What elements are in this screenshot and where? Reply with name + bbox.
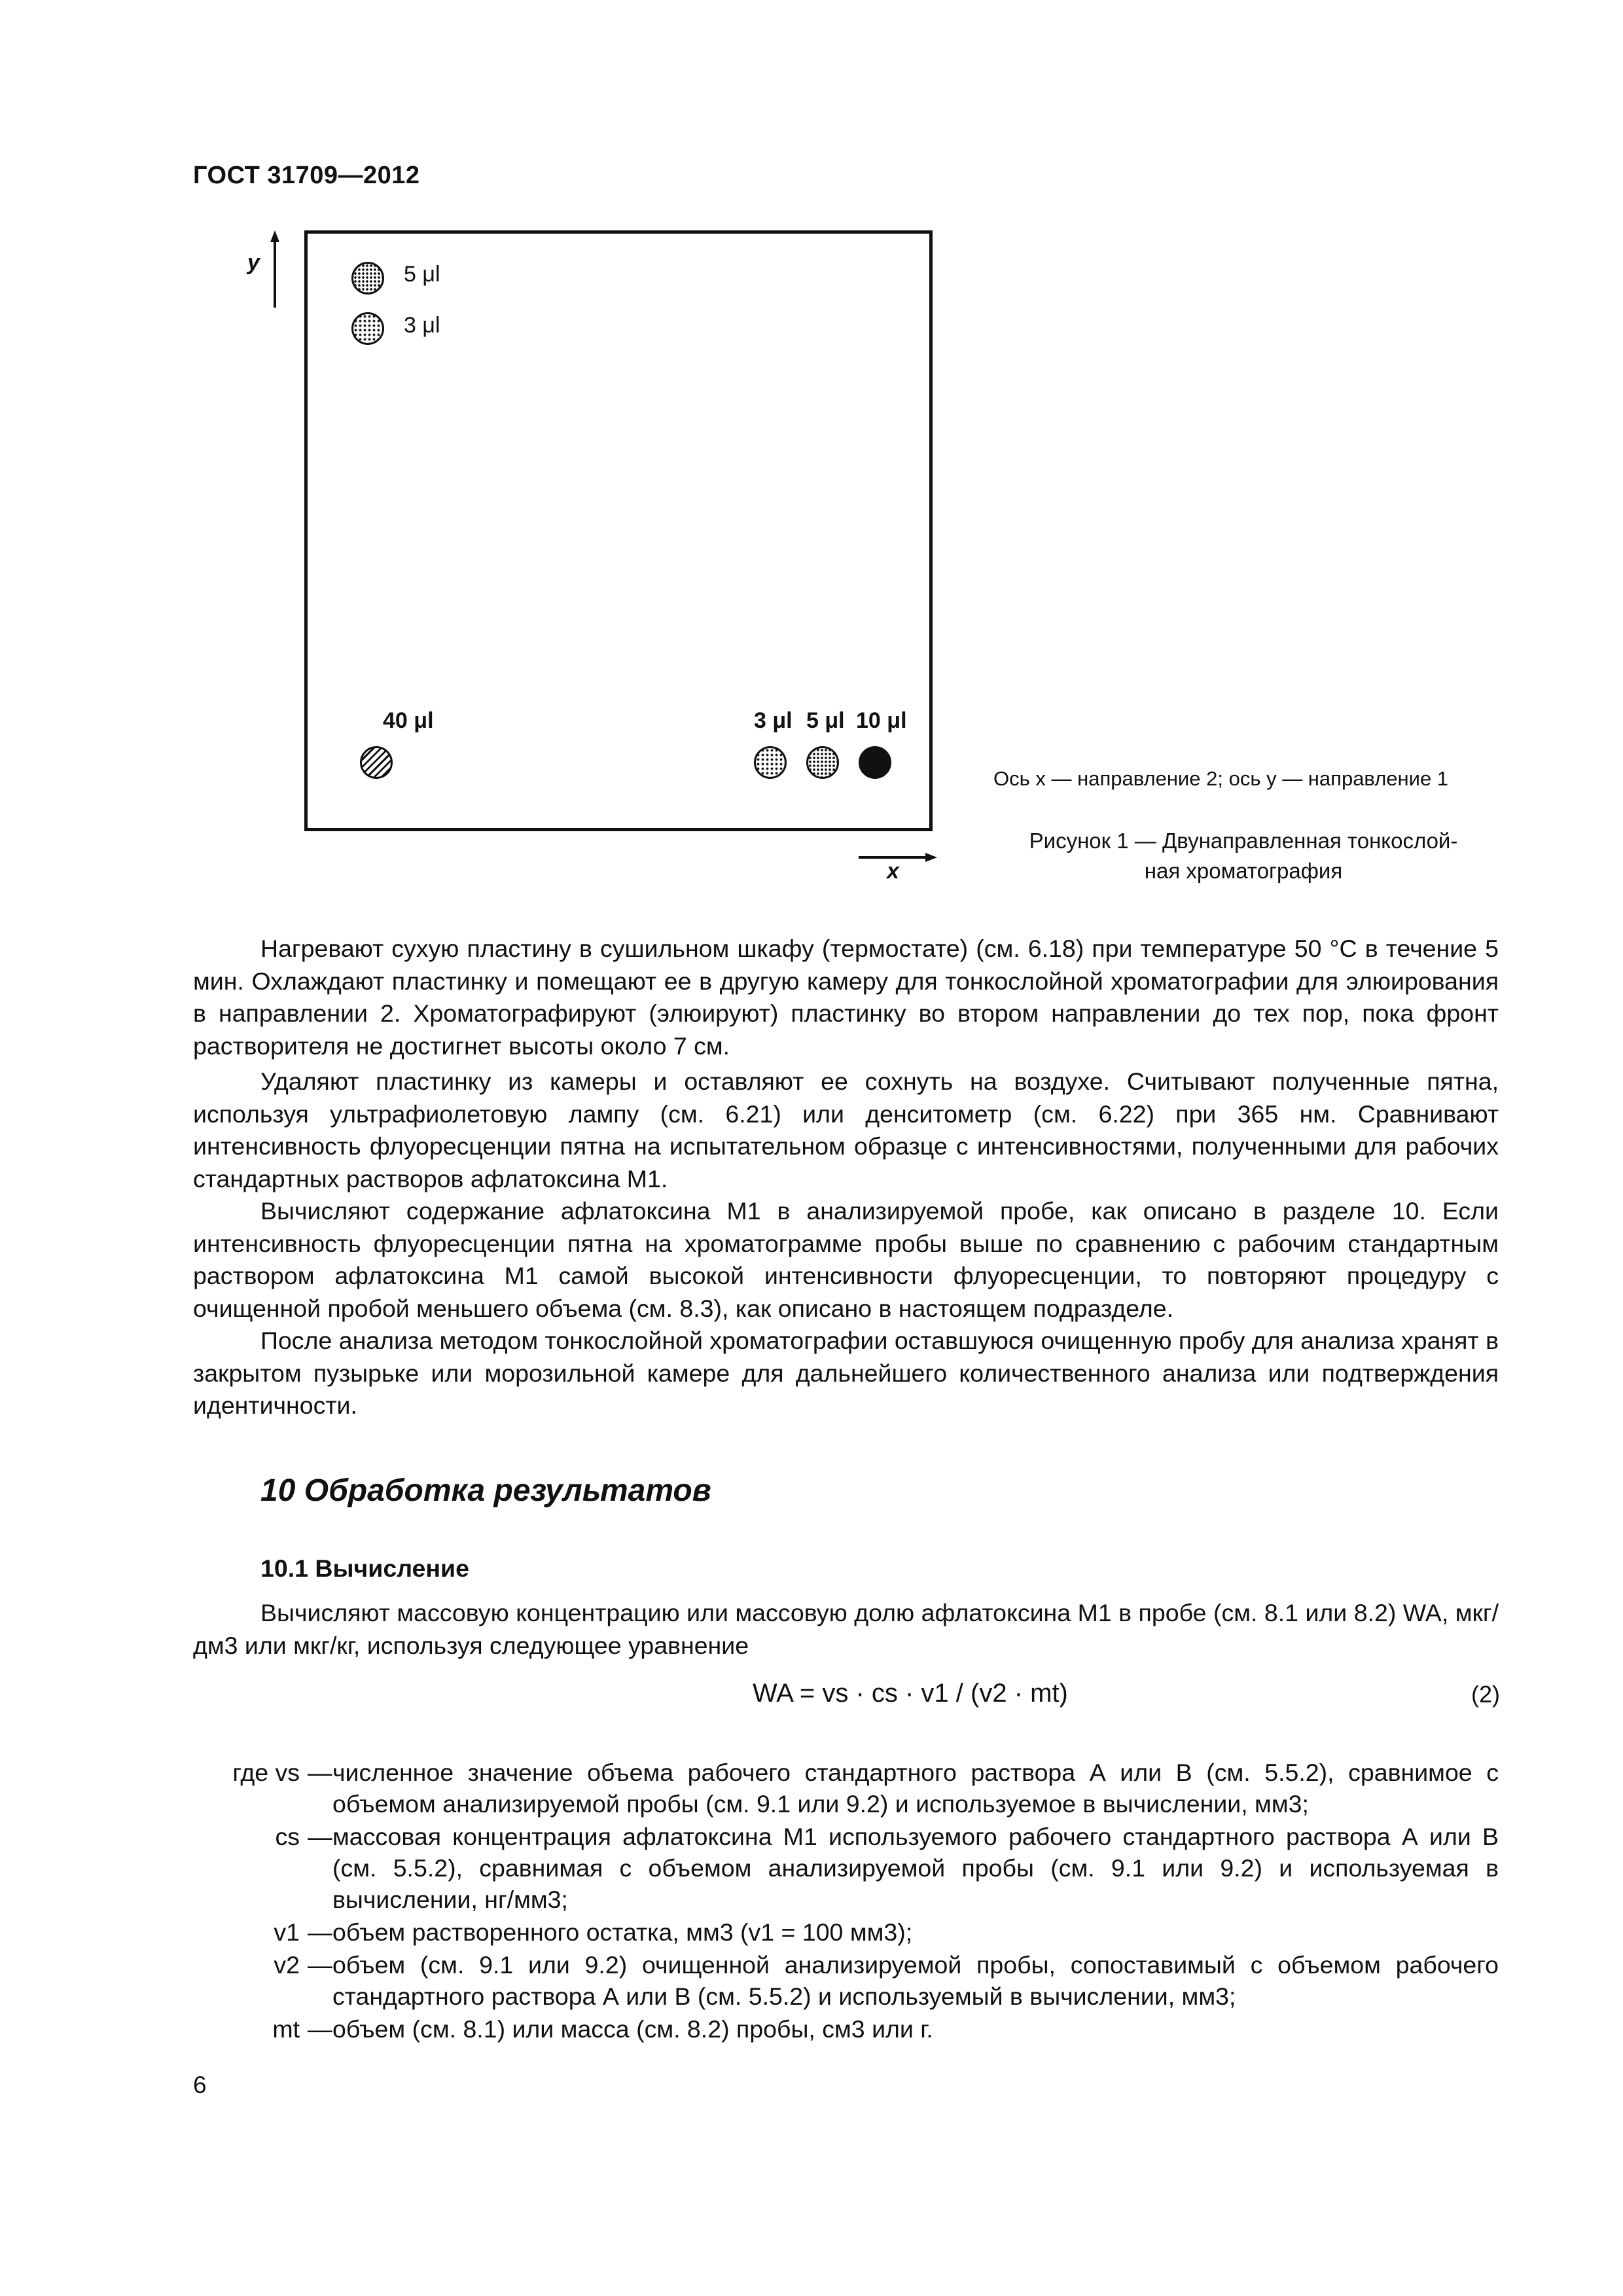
spot-bottom-1-label: 40 μl — [383, 708, 434, 733]
spot-bottom-3-label: 5 μl — [806, 708, 845, 733]
figure-axes-note: Ось x — направление 2; ось y — направление 1 — [993, 767, 1449, 790]
definition-text: объем растворенного остатка, мм3 (v1 = 100 мм3); — [332, 1918, 913, 1946]
definition-text: объем (см. 8.1) или масса (см. 8.2) пробы, см3 или г. — [332, 2015, 933, 2043]
definition-term: mt — [272, 2015, 300, 2043]
paragraph-4: После анализа методом тонкослойной хроматографии оставшуюся очищенную пробу для анализа хранят в закрытом пузырьке или морозильной камере для дальнейшего количественного анализа или подтверждения идентичности. — [193, 1327, 1499, 1419]
subsection-heading: 10.1 Вычисление — [260, 1554, 469, 1582]
spot-bottom-1 — [360, 746, 393, 779]
definition-mt: mt — объем (см. 8.1) или масса (см. 8.2) пробы, см3 или г. — [193, 2013, 1499, 2045]
definition-v1: v1 — объем растворенного остатка, мм3 (v1 = 100 мм3); — [193, 1916, 1499, 1948]
y-axis-arrow — [268, 230, 281, 309]
definition-v2: v2 — объем (см. 9.1 или 9.2) очищенной анализируемой пробы, сопоставимый с объемом рабочего стандартного раствора А или В (см. 5.5.2) и используемый в вычислении, мм3; — [193, 1949, 1499, 2012]
spot-bottom-3 — [806, 746, 839, 779]
definition-text: объем (см. 9.1 или 9.2) очищенной анализируемой пробы, сопоставимый с объемом рабочего стандартного раствора А или В (см. 5.5.2) и используемый в вычислении, мм3; — [332, 1951, 1499, 2010]
definition-term: cs — [275, 1823, 300, 1850]
definitions-list — [193, 1757, 1499, 2046]
definition-vs: где vs — численное значение объема рабочего стандартного раствора А или В (см. 5.5.2), сравнимое с объемом анализируемой пробы (см. 9.1 или 9.2) и используемое в вычислении, мм3; — [193, 1757, 1499, 1820]
spot-top-2 — [351, 312, 384, 345]
y-axis-label: y — [247, 250, 260, 275]
figure-caption-line-2: ная хроматография — [1144, 859, 1343, 883]
section-heading: 10 Обработка результатов — [260, 1473, 711, 1508]
definition-text: массовая концентрация афлатоксина М1 используемого рабочего стандартного раствора А или В (см. 5.5.2), сравнимая с объемом анализируемой пробы (см. 9.1 или 9.2) и используемая в вычислении, нг/мм3; — [332, 1823, 1499, 1913]
formula-2: WA = vs · cs · v1 / (v2 · mt) — [753, 1679, 1068, 1708]
spot-bottom-4 — [859, 746, 891, 779]
spot-top-2-label: 3 μl — [404, 313, 440, 338]
spot-bottom-2 — [754, 746, 787, 779]
x-axis-label: x — [887, 859, 899, 884]
spot-top-1-label: 5 μl — [404, 262, 440, 287]
spot-bottom-4-label: 10 μl — [856, 708, 907, 733]
chromatography-plate — [304, 230, 933, 831]
definition-text: численное значение объема рабочего стандартного раствора А или В (см. 5.5.2), сравнимое с объемом анализируемой пробы (см. 9.1 или 9.2) и используемое в вычислении, мм3; — [332, 1759, 1499, 1818]
document-header: ГОСТ 31709—2012 — [193, 162, 420, 189]
figure-caption-line-1: Рисунок 1 — Двунаправленная тонкослой- — [1029, 829, 1458, 853]
spot-bottom-2-label: 3 μl — [754, 708, 793, 733]
calc-intro: Вычисляют массовую концентрацию или массовую долю афлатоксина М1 в пробе (см. 8.1 или 8.2) WA, мкг/дм3 или мкг/кг, используя следующее уравнение — [193, 1599, 1499, 1659]
spot-top-1 — [351, 262, 384, 295]
definition-term: v1 — [274, 1918, 300, 1946]
paragraph-2: Удаляют пластинку из камеры и оставляют ее сохнуть на воздухе. Считывают полученные пятна, используя ультрафиолетовую лампу (см. 6.21) или денситометр (см. 6.22) при 365 нм. Сравнивают интенсивность флуоресценции пятна на испытательном образце с интенсивностями, полученными для рабочих стандартных растворов афлатоксина М1. — [193, 1067, 1499, 1193]
formula-number: (2) — [1471, 1681, 1500, 1708]
definition-term: v2 — [274, 1951, 300, 1979]
page-number: 6 — [193, 2072, 207, 2098]
definition-term: где vs — [232, 1759, 300, 1786]
figure-caption — [982, 826, 1505, 886]
paragraph-3: Вычисляют содержание афлатоксина М1 в анализируемой пробе, как описано в разделе 10. Если интенсивность флуоресценции пятна на хроматограмме пробы выше по сравнению с рабочим стандартным раствором афлатоксина М1 самой высокой интенсивности флуоресценции, то повторяют процедуру с очищенной пробой меньшего объема (см. 8.3), как описано в настоящем подразделе. — [193, 1197, 1499, 1322]
paragraph-1: Нагревают сухую пластину в сушильном шкафу (термостате) (см. 6.18) при температуре 50 °С в течение 5 мин. Охлаждают пластинку и помещают ее в другую камеру для тонкослойной хроматографии для элюирования в направлении 2. Хроматографируют (элюируют) пластинку во втором направлении до тех пор, пока фронт растворителя не достигнет высоты около 7 см. — [193, 935, 1499, 1060]
definition-cs: cs — массовая концентрация афлатоксина М1 используемого рабочего стандартного раствора А или В (см. 5.5.2), сравнимая с объемом анализируемой пробы (см. 9.1 или 9.2) и используемая в вычислении, нг/мм3; — [193, 1821, 1499, 1915]
